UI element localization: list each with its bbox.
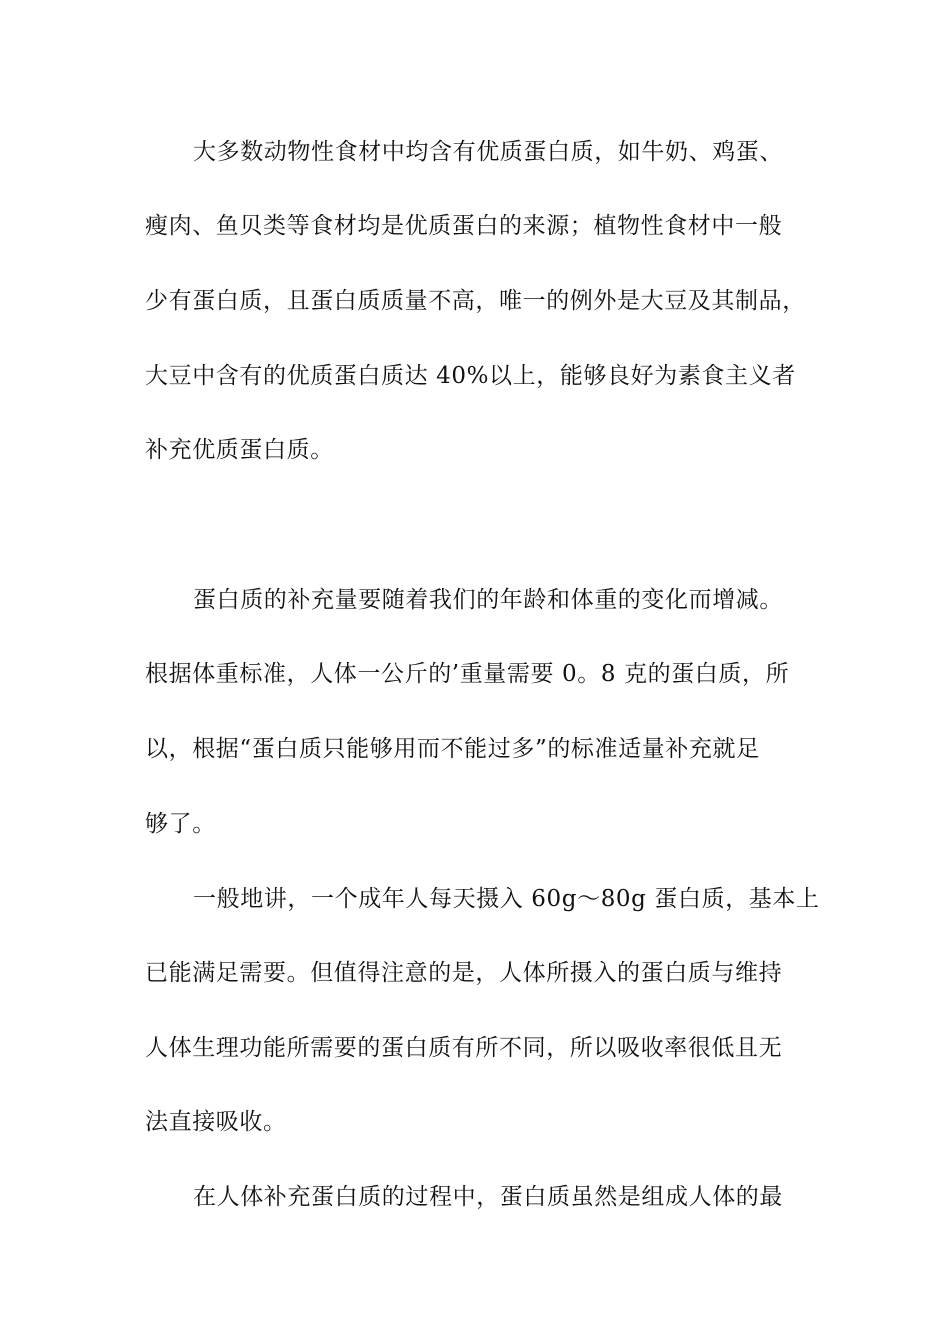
paragraph-line: 在人体补充蛋白质的过程中，蛋白质虽然是组成人体的最 [193,1184,783,1210]
paragraph-line: 一般地讲，一个成年人每天摄入 60g～80g 蛋白质，基本上 [193,886,820,912]
paragraph-line: 大多数动物性食材中均含有优质蛋白质，如牛奶、鸡蛋、 [193,139,783,165]
paragraph-line: 人体生理功能所需要的蛋白质有所不同，所以吸收率很低且无 [145,1035,783,1061]
paragraph-line: 蛋白质的补充量要随着我们的年龄和体重的变化而增减。 [193,587,783,613]
paragraph-line: 已能满足需要。但值得注意的是，人体所摄入的蛋白质与维持 [145,960,783,986]
paragraph-line: 少有蛋白质，且蛋白质质量不高，唯一的例外是大豆及其制品， [145,288,806,314]
paragraph-line: 以，根据“蛋白质只能够用而不能过多”的标准适量补充就足 [145,736,760,762]
paragraph-line: 补充优质蛋白质。 [145,437,334,463]
paragraph-line: 法直接吸收。 [145,1109,287,1135]
paragraph-line: 大豆中含有的优质蛋白质达 40%以上，能够良好为素食主义者 [145,363,796,389]
paragraph-line: 够了。 [145,811,216,837]
paragraph-line: 瘦肉、鱼贝类等食材均是优质蛋白的来源；植物性食材中一般 [145,213,783,239]
paragraph-line: 根据体重标准，人体一公斤的’重量需要 0。8 克的蛋白质，所 [145,661,790,687]
